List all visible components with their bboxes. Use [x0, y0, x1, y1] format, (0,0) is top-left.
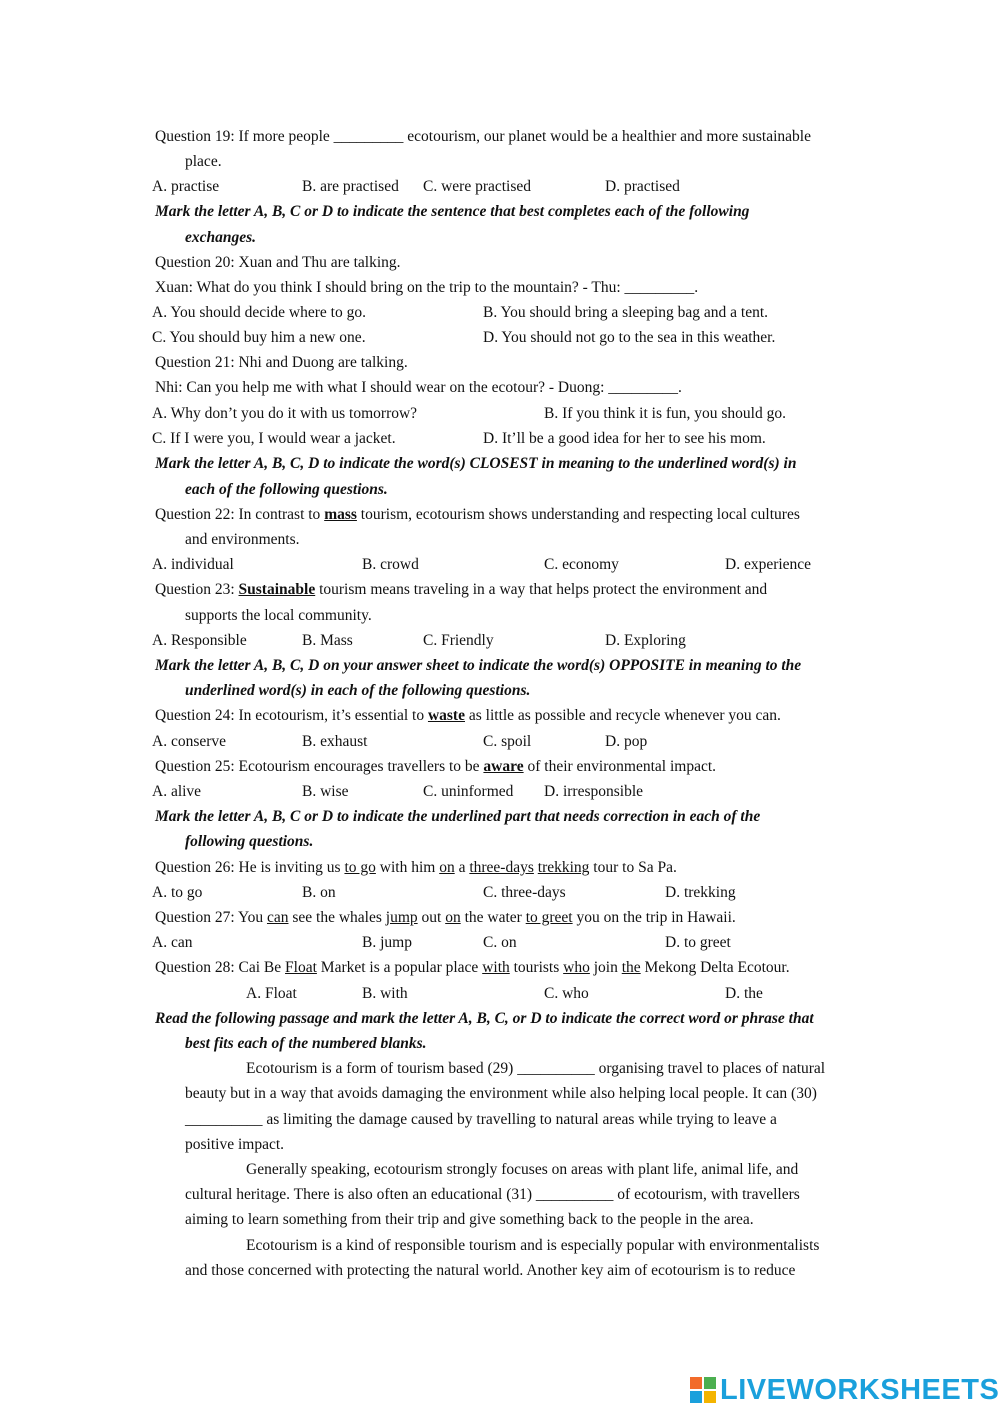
q24-stem: Question 24: In ecotourism, it’s essential to waste as little as possible and recycle whenever you can.	[155, 707, 781, 724]
q28-part-c: who	[563, 959, 590, 976]
q19-option-b: B. are practised	[302, 178, 399, 195]
q23-underlined-word: Sustainable	[238, 581, 316, 598]
instruction-exchanges-cont: exchanges.	[185, 229, 257, 246]
q21-option-d: D. It’ll be a good idea for her to see his mom.	[483, 430, 766, 447]
q22-option-b: B. crowd	[362, 556, 419, 573]
passage-line: positive impact.	[185, 1136, 285, 1153]
q27-part-b: jump	[385, 909, 418, 926]
q23-stem-cont: supports the local community.	[185, 607, 372, 624]
passage-line: Generally speaking, ecotourism strongly focuses on areas with plant life, animal life, and	[246, 1161, 799, 1178]
passage-line: aiming to learn something from their trip and give something back to the people in the area.	[185, 1211, 754, 1228]
passage-line: cultural heritage. There is also often an educational (31) __________ of ecotourism, with travellers	[185, 1186, 800, 1203]
q26-option-d: D. trekking	[665, 884, 736, 901]
q19-option-a: A. practise	[152, 178, 220, 195]
q20-option-c: C. You should buy him a new one.	[152, 329, 366, 346]
q25-option-d: D. irresponsible	[544, 783, 644, 800]
q19-option-d: D. practised	[605, 178, 680, 195]
q26-part-c: three-days	[469, 859, 534, 876]
q28-part-b: with	[482, 959, 510, 976]
instruction-closest-cont: each of the following questions.	[185, 481, 388, 498]
instruction-passage: Read the following passage and mark the letter A, B, C, or D to indicate the correct word or phrase that	[155, 1010, 814, 1027]
q23-option-b: B. Mass	[302, 632, 353, 649]
q25-option-c: C. uninformed	[423, 783, 514, 800]
liveworksheets-logo[interactable]	[690, 1374, 999, 1406]
q20-stem: Question 20: Xuan and Thu are talking.	[155, 254, 401, 271]
q20-option-d: D. You should not go to the sea in this weather.	[483, 329, 776, 346]
q28-stem: Question 28: Cai Be Float Market is a popular place with tourists who join the Mekong Delta Ecotour.	[155, 959, 790, 976]
q21-stem: Question 21: Nhi and Duong are talking.	[155, 354, 408, 371]
instruction-closest: Mark the letter A, B, C, D to indicate the word(s) CLOSEST in meaning to the underlined word(s) in	[155, 455, 797, 472]
q22-stem-cont: and environments.	[185, 531, 300, 548]
q26-stem: Question 26: He is inviting us to go with him on a three-days trekking tour to Sa Pa.	[155, 859, 677, 876]
q25-stem: Question 25: Ecotourism encourages travellers to be aware of their environmental impact.	[155, 758, 717, 775]
q27-stem: Question 27: You can see the whales jump out on the water to greet you on the trip in Hawaii.	[155, 909, 736, 926]
q21-dialogue: Nhi: Can you help me with what I should wear on the ecotour? - Duong: _________.	[155, 379, 682, 396]
q19-stem-cont: place.	[185, 153, 222, 170]
q23-option-a: A. Responsible	[152, 632, 247, 649]
passage-line: __________ as limiting the damage caused by travelling to natural areas while trying to leave a	[185, 1111, 777, 1128]
q26-part-a: to go	[344, 859, 376, 876]
q24-option-c: C. spoil	[483, 733, 532, 750]
instruction-opposite-cont: underlined word(s) in each of the following questions.	[185, 682, 531, 699]
q26-option-a: A. to go	[152, 884, 203, 901]
liveworksheets-logo-icon	[690, 1377, 716, 1403]
q28-part-a: Float	[285, 959, 317, 976]
q26-option-b: B. on	[302, 884, 336, 901]
passage-line: Ecotourism is a form of tourism based (29) __________ organising travel to places of natural	[246, 1060, 826, 1077]
instruction-exchanges: Mark the letter A, B, C or D to indicate the sentence that best completes each of the following	[155, 203, 750, 220]
q22-option-c: C. economy	[544, 556, 619, 573]
q19-stem: Question 19: If more people _________ ecotourism, our planet would be a healthier and more sustainable	[155, 128, 811, 145]
q24-option-b: B. exhaust	[302, 733, 368, 750]
q25-option-a: A. alive	[152, 783, 202, 800]
q27-option-b: B. jump	[362, 934, 412, 951]
q26-part-d: trekking	[537, 859, 590, 876]
passage-line: beauty but in a way that avoids damaging the environment while also helping local people. It can (30)	[185, 1085, 817, 1102]
q22-option-a: A. individual	[152, 556, 234, 573]
q23-option-c: C. Friendly	[423, 632, 494, 649]
q26-part-b: on	[439, 859, 455, 876]
q21-option-c: C. If I were you, I would wear a jacket.	[152, 430, 396, 447]
q24-underlined-word: waste	[427, 707, 465, 724]
q22-stem: Question 22: In contrast to mass tourism, ecotourism shows understanding and respecting local cultures	[155, 506, 800, 523]
instruction-opposite: Mark the letter A, B, C, D on your answer sheet to indicate the word(s) OPPOSITE in meaning to the	[155, 657, 802, 674]
q20-dialogue: Xuan: What do you think I should bring on the trip to the mountain? - Thu: _________.	[155, 279, 699, 296]
liveworksheets-logo-text: LIVEWORKSHEETS	[720, 1373, 1000, 1406]
q20-option-a: A. You should decide where to go.	[152, 304, 366, 321]
instruction-correction-cont: following questions.	[185, 833, 314, 850]
q24-option-d: D. pop	[605, 733, 648, 750]
q28-option-b: B. with	[362, 985, 408, 1002]
passage-line: Ecotourism is a kind of responsible tourism and is especially popular with environmentalists	[246, 1237, 820, 1254]
q23-option-d: D. Exploring	[605, 632, 686, 649]
q27-option-d: D. to greet	[665, 934, 731, 951]
q21-option-b: B. If you think it is fun, you should go.	[544, 405, 786, 422]
q25-underlined-word: aware	[483, 758, 524, 775]
q23-stem: Question 23: Sustainable tourism means traveling in a way that helps protect the environment and	[155, 581, 768, 598]
q19-option-c: C. were practised	[423, 178, 532, 195]
q22-underlined-word: mass	[324, 506, 357, 523]
q27-option-c: C. on	[483, 934, 517, 951]
q27-option-a: A. can	[152, 934, 193, 951]
q28-option-c: C. who	[544, 985, 589, 1002]
q24-option-a: A. conserve	[152, 733, 227, 750]
q27-part-a: can	[266, 909, 289, 926]
q27-part-c: on	[445, 909, 461, 926]
q27-part-d: to greet	[525, 909, 573, 926]
q28-option-a: A. Float	[246, 985, 297, 1002]
q26-option-c: C. three-days	[483, 884, 566, 901]
q21-option-a: A. Why don’t you do it with us tomorrow?	[152, 405, 418, 422]
q28-part-d: the	[621, 959, 641, 976]
instruction-correction: Mark the letter A, B, C or D to indicate the underlined part that needs correction in each of the	[155, 808, 761, 825]
q20-option-b: B. You should bring a sleeping bag and a tent.	[483, 304, 769, 321]
passage-line: and those concerned with protecting the natural world. Another key aim of ecotourism is to reduce	[185, 1262, 796, 1279]
q28-option-d: D. the	[725, 985, 763, 1002]
q25-option-b: B. wise	[302, 783, 349, 800]
q22-option-d: D. experience	[725, 556, 812, 573]
instruction-passage-cont: best fits each of the numbered blanks.	[185, 1035, 427, 1052]
